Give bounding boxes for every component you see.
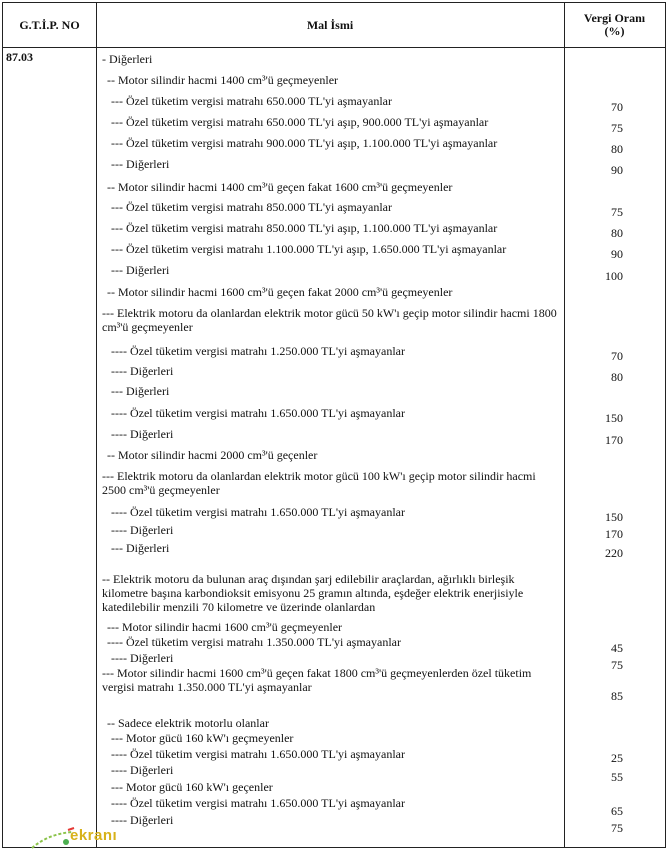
table-row-rate: 75 [611,821,623,835]
header-tax-rate: Vergi Oranı (%) [583,11,646,38]
table-row-rate: 90 [611,247,623,261]
table-row-description: --- Elektrik motoru da olanlardan elektrik motor gücü 50 kW'ı geçip motor silindir hacmi 1800 cm³'ü geçmeyenler [102,306,557,334]
table-row-description: -- Motor silindir hacmi 2000 cm³'ü geçenler [107,448,318,462]
table-row-rate: 55 [611,770,623,784]
table-row-description: -- Motor silindir hacmi 1600 cm³'ü geçen fakat 2000 cm³'ü geçmeyenler [107,285,453,299]
table-row-description: -- Elektrik motoru da bulunan araç dışından şarj edilebilir araçlardan, ağırlıklı birleşik kilometre başına karbondioksit emisyonu 25 gramın altında, eşdeğer elektrik enerjisiyle katedilebilir menzili 70 kilometre ve üzerinde olanlardan [102,572,524,614]
gtip-code: 87.03 [6,50,33,64]
table-row-description: ---- Özel tüketim vergisi matrahı 1.650.000 TL'yi aşmayanlar [111,747,405,761]
table-row-rate: 150 [605,411,623,425]
table-row-rate: 85 [611,689,623,703]
table-row-rate: 75 [611,121,623,135]
header-divider [3,47,665,48]
table-row-description: -- Motor silindir hacmi 1400 cm³'ü geçmeyenler [107,73,339,87]
header-gtip: G.T.İ.P. NO [19,17,80,32]
table-row-description: --- Motor gücü 160 kW'ı geçenler [111,780,273,794]
table-row-rate: 90 [611,163,623,177]
table-row-rate: 150 [605,510,623,524]
table-row-rate: 170 [605,527,623,541]
table-row-rate: 80 [611,142,623,156]
table-row-description: ---- Diğerleri [111,651,174,665]
table-row-description: ---- Özel tüketim vergisi matrahı 1.650.000 TL'yi aşmayanlar [111,406,405,420]
table-row-rate: 80 [611,226,623,240]
table-row-description: --- Diğerleri [111,157,170,171]
table-row-description: -- Sadece elektrik motorlu olanlar [107,716,269,730]
table-row-rate: 80 [611,370,623,384]
table-row-description: --- Özel tüketim vergisi matrahı 650.000 TL'yi aşıp, 900.000 TL'yi aşmayanlar [111,115,489,129]
tax-rate-table [2,2,666,848]
table-row-rate: 45 [611,641,623,655]
table-row-description: ---- Diğerleri [111,813,174,827]
table-row-description: --- Elektrik motoru da olanlardan elektrik motor gücü 100 kW'ı geçip motor silindir hacmi 2500 cm³'ü geçmeyenler [102,469,536,497]
table-row-description: --- Motor silindir hacmi 1600 cm³'ü geçmeyenler [107,620,343,634]
table-row-description: ---- Özel tüketim vergisi matrahı 1.250.000 TL'yi aşmayanlar [111,344,405,358]
table-row-description: --- Özel tüketim vergisi matrahı 850.000 TL'yi aşmayanlar [111,200,392,214]
table-row-description: ---- Diğerleri [111,523,174,537]
table-row-description: --- Özel tüketim vergisi matrahı 650.000 TL'yi aşmayanlar [111,94,392,108]
table-row-rate: 70 [611,100,623,114]
table-row-description: ---- Diğerleri [111,763,174,777]
table-row-rate: 75 [611,658,623,672]
column-divider [564,3,565,847]
table-row-description: --- Özel tüketim vergisi matrahı 850.000 TL'yi aşıp, 1.100.000 TL'yi aşmayanlar [111,221,498,235]
table-row-description: --- Motor silindir hacmi 1600 cm³'ü geçen fakat 1800 cm³'ü geçmeyenlerden özel tüketim vergisi matrahı 1.350.000 TL'yi aşmayanlar [102,666,532,694]
table-row-rate: 220 [605,546,623,560]
column-divider [96,3,97,847]
table-row-description: - Diğerleri [102,52,153,66]
table-row-description: ---- Diğerleri [111,427,174,441]
table-row-description: --- Özel tüketim vergisi matrahı 900.000 TL'yi aşıp, 1.100.000 TL'yi aşmayanlar [111,136,498,150]
table-row-rate: 65 [611,804,623,818]
table-row-rate: 70 [611,349,623,363]
table-row-description: --- Diğerleri [111,541,170,555]
table-row-rate: 25 [611,751,623,765]
header-product-name: Mal İsmi [306,17,354,32]
table-row-description: --- Diğerleri [111,384,170,398]
table-row-description: --- Özel tüketim vergisi matrahı 1.100.000 TL'yi aşıp, 1.650.000 TL'yi aşmayanlar [111,242,507,256]
table-row-rate: 170 [605,433,623,447]
table-row-rate: 100 [605,269,623,283]
table-row-description: ---- Diğerleri [111,364,174,378]
table-row-description: -- Motor silindir hacmi 1400 cm³'ü geçen fakat 1600 cm³'ü geçmeyenler [107,180,453,194]
table-row-description: ---- Özel tüketim vergisi matrahı 1.350.000 TL'yi aşmayanlar [107,635,401,649]
watermark-text: ekranı [70,827,118,844]
table-row-description: ---- Özel tüketim vergisi matrahı 1.650.000 TL'yi aşmayanlar [111,505,405,519]
table-row-rate: 75 [611,205,623,219]
table-row-description: --- Motor gücü 160 kW'ı geçmeyenler [111,731,294,745]
table-row-description: --- Diğerleri [111,263,170,277]
table-row-description: ---- Özel tüketim vergisi matrahı 1.650.000 TL'yi aşmayanlar [111,796,405,810]
